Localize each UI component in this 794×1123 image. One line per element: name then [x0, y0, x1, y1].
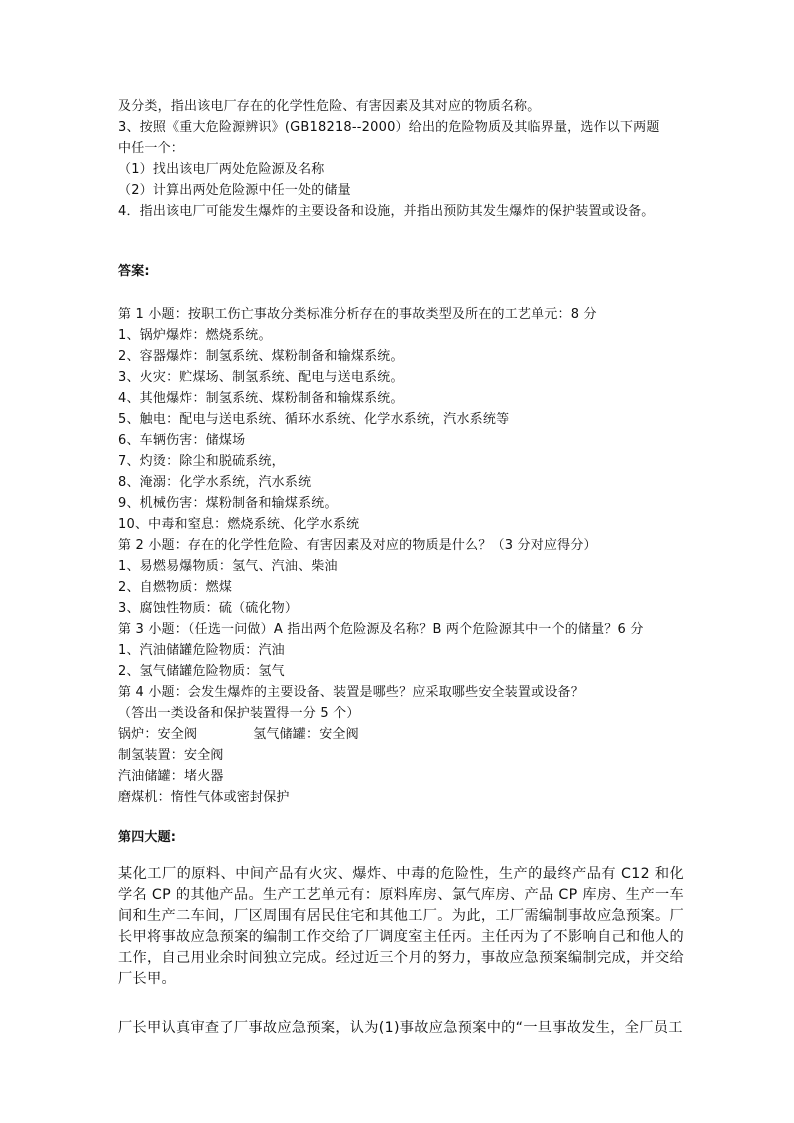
text-line: 及分类，指出该电厂存在的化学性危险、有害因素及其对应的物质名称。 [118, 99, 541, 114]
paragraph-2: 厂长甲认真审查了厂事故应急预案，认为(1)事故应急预案中的“一旦事故发生，全厂员工 [118, 1020, 683, 1036]
text-line: 3、火灾：贮煤场、制氢系统、配电与送电系统。 [118, 370, 404, 385]
text-line: 2、容器爆炸：制氢系统、煤粉制备和输煤系统。 [118, 349, 404, 364]
text-line: 3、腐蚀性物质：硫（硫化物） [118, 601, 299, 616]
text-line: 1、汽油储罐危险物质：汽油 [118, 643, 285, 658]
equipment-coal-mill: 磨煤机：惰性气体或密封保护 [118, 790, 290, 805]
text-line: 1、锅炉爆炸：燃烧系统。 [118, 328, 272, 343]
paragraph-1: 某化工厂的原料、中间产品有火灾、爆炸、中毒的危险性，生产的最终产品有 C12 和化学名 CP 的其他产品。生产工艺单元有：原料库房、氯气库房、产品 CP 库房、生产一车间和生产二车间，厂区周围有居民住宅和其他工厂。为此，工厂需编制事故应急预案。厂长甲将事故应急预案的编制工作交给了厂调度室主任丙。主任丙为了不影响自己和他人的工作，自己用业余时间独立完成。经过近三个月的努力，事故应急预案编制完成，并交给厂长甲。 [118, 866, 684, 987]
text-line: 第 2 小题：存在的化学性危险、有害因素及对应的物质是什么？（3 分对应得分） [118, 538, 597, 553]
equipment-boiler: 锅炉：安全阀 [118, 727, 198, 742]
equipment-hydrogen-device: 制氢装置：安全阀 [118, 748, 224, 763]
text-line: 2、自燃物质：燃煤 [118, 580, 233, 595]
text-line: 6、车辆伤害：储煤场 [118, 433, 246, 448]
equipment-hydrogen-tank: 氢气储罐：安全阀 [253, 727, 359, 742]
equipment-row [118, 725, 359, 745]
text-line: 9、机械伤害：煤粉制备和输煤系统。 [118, 496, 338, 511]
text-line: 中任一个： [118, 141, 185, 156]
answer-heading: 答案: [118, 264, 150, 279]
text-line: 第 1 小题：按职工伤亡事故分类标准分析存在的事故类型及所在的工艺单元：8 分 [118, 307, 597, 322]
text-line: （1）找出该电厂两处危险源及名称 [118, 162, 325, 177]
section-4-heading: 第四大题: [118, 830, 177, 845]
text-line: 5、触电：配电与送电系统、循环水系统、化学水系统，汽水系统等 [118, 412, 510, 427]
text-line: 1、易燃易爆物质：氢气、汽油、柴油 [118, 559, 338, 574]
text-line: （答出一类设备和保护装置得一分 5 个） [118, 706, 360, 721]
text-line: 10、中毒和窒息：燃烧系统、化学水系统 [118, 517, 360, 532]
text-line: 3、按照《重大危险源辨识》(GB18218--2000）给出的危险物质及其临界量，选作以下两题 [118, 120, 660, 135]
text-line: 4、其他爆炸：制氢系统、煤粉制备和输煤系统。 [118, 391, 404, 406]
text-line: 第 3 小题：（任选一问做）A 指出两个危险源及名称？B 两个危险源其中一个的储量？6 分 [118, 622, 644, 637]
text-line: 2、氢气储罐危险物质：氢气 [118, 664, 285, 679]
text-line: 7、灼烫：除尘和脱硫系统， [118, 454, 285, 469]
text-line: 第 4 小题：会发生爆炸的主要设备、装置是哪些？应采取哪些安全装置或设备？ [118, 685, 584, 700]
text-line: 4．指出该电厂可能发生爆炸的主要设备和设施，并指出预防其发生爆炸的保护装置或设备。 [118, 204, 655, 219]
text-line: （2）计算出两处危险源中任一处的储量 [118, 183, 351, 198]
equipment-gasoline-tank: 汽油储罐：堵火器 [118, 769, 224, 784]
text-line: 8、淹溺：化学水系统，汽水系统 [118, 475, 312, 490]
